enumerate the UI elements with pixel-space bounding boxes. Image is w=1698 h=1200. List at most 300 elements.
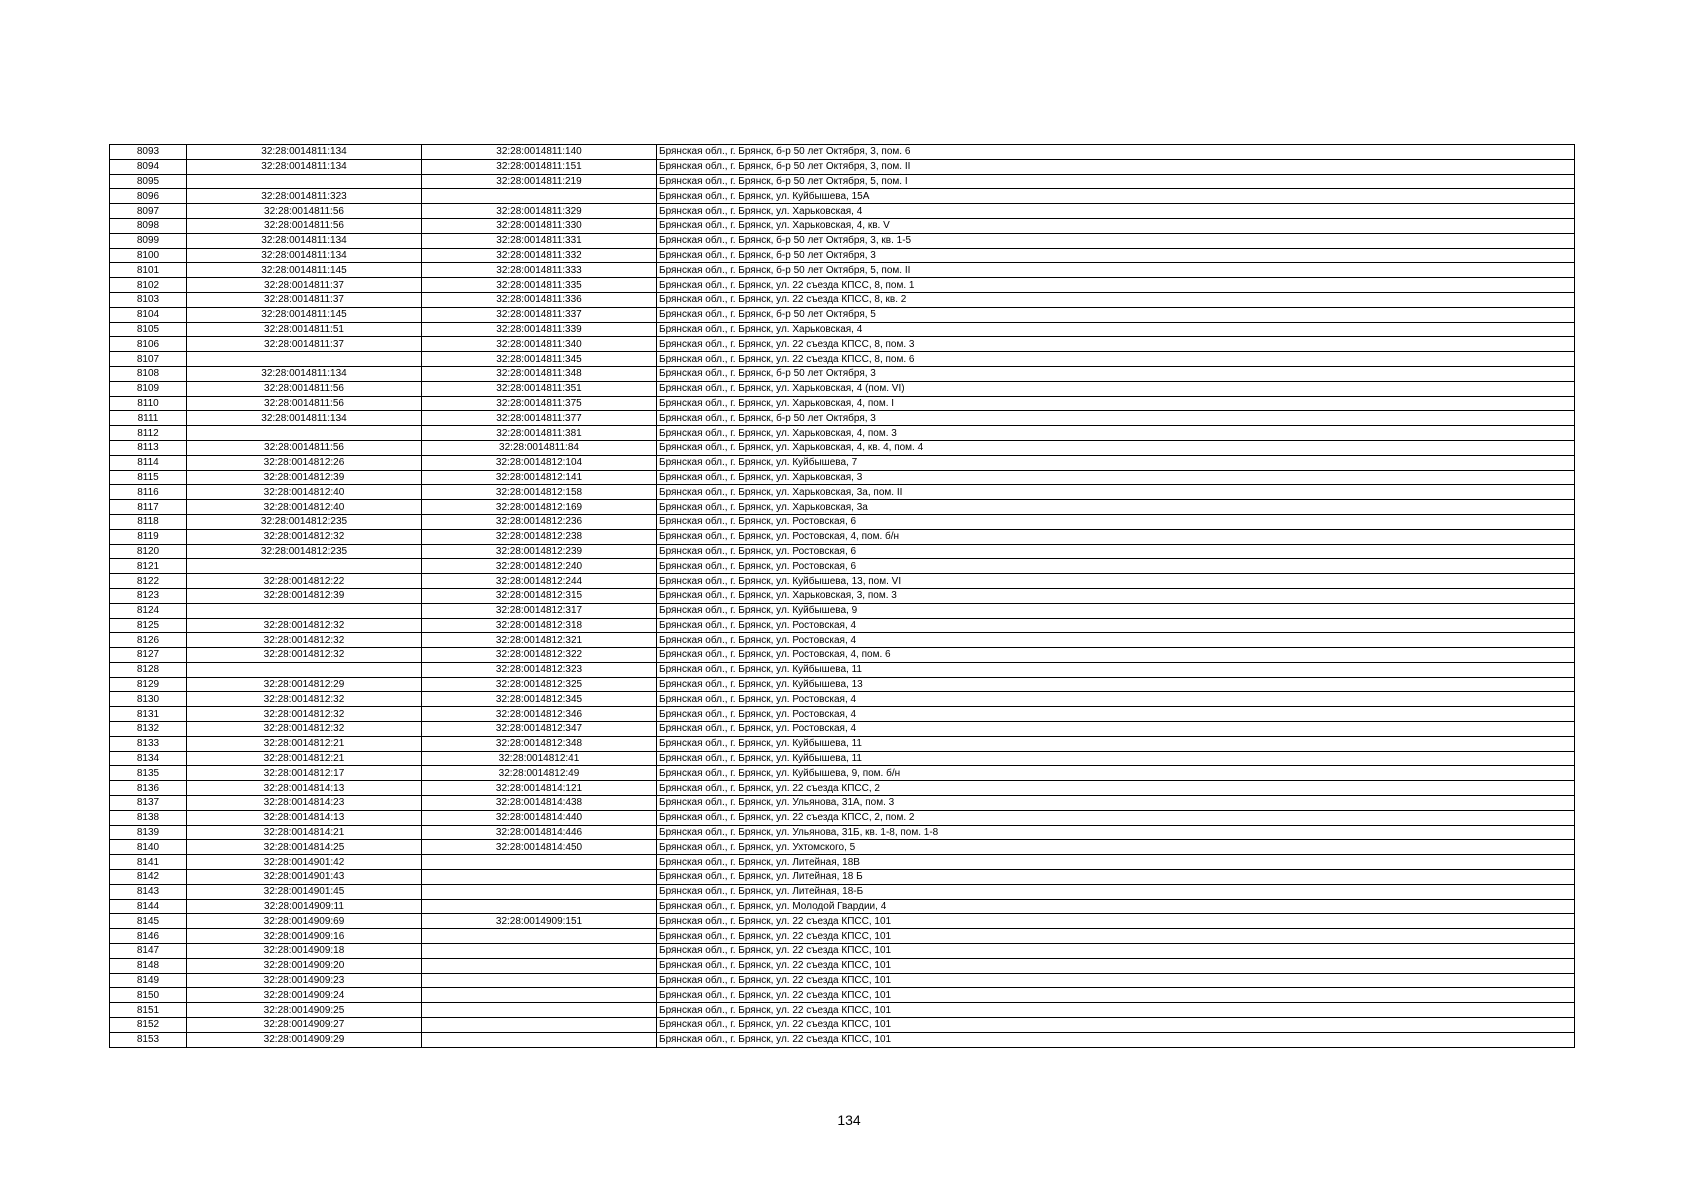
address-cell: Брянская обл., г. Брянск, ул. Харьковская, 3а, пом. II bbox=[657, 485, 1575, 500]
object-cadastral-number-cell: 32:28:0014812:104 bbox=[422, 455, 657, 470]
parcel-cadastral-number-cell: 32:28:0014909:69 bbox=[187, 914, 422, 929]
object-cadastral-number-cell bbox=[422, 1018, 657, 1033]
row-number-cell: 8120 bbox=[110, 544, 187, 559]
row-number-cell: 8152 bbox=[110, 1018, 187, 1033]
row-number-cell: 8112 bbox=[110, 426, 187, 441]
address-cell: Брянская обл., г. Брянск, б-р 50 лет Октября, 3 bbox=[657, 366, 1575, 381]
table-row bbox=[110, 337, 1575, 352]
address-cell: Брянская обл., г. Брянск, ул. 22 съезда КПСС, 101 bbox=[657, 973, 1575, 988]
table-row bbox=[110, 603, 1575, 618]
address-cell: Брянская обл., г. Брянск, ул. Ростовская, 4 bbox=[657, 618, 1575, 633]
row-number-cell: 8093 bbox=[110, 145, 187, 160]
object-cadastral-number-cell: 32:28:0014811:345 bbox=[422, 352, 657, 367]
parcel-cadastral-number-cell: 32:28:0014812:32 bbox=[187, 648, 422, 663]
table-row bbox=[110, 781, 1575, 796]
object-cadastral-number-cell: 32:28:0014812:49 bbox=[422, 766, 657, 781]
parcel-cadastral-number-cell: 32:28:0014812:32 bbox=[187, 618, 422, 633]
address-cell: Брянская обл., г. Брянск, ул. 22 съезда КПСС, 8, пом. 1 bbox=[657, 278, 1575, 293]
object-cadastral-number-cell: 32:28:0014811:381 bbox=[422, 426, 657, 441]
table-row bbox=[110, 470, 1575, 485]
row-number-cell: 8111 bbox=[110, 411, 187, 426]
table-row bbox=[110, 529, 1575, 544]
parcel-cadastral-number-cell: 32:28:0014812:26 bbox=[187, 455, 422, 470]
row-number-cell: 8128 bbox=[110, 662, 187, 677]
row-number-cell: 8145 bbox=[110, 914, 187, 929]
parcel-cadastral-number-cell: 32:28:0014814:23 bbox=[187, 796, 422, 811]
address-cell: Брянская обл., г. Брянск, ул. Куйбышева, 11 bbox=[657, 736, 1575, 751]
object-cadastral-number-cell bbox=[422, 988, 657, 1003]
parcel-cadastral-number-cell: 32:28:0014812:235 bbox=[187, 544, 422, 559]
table-row bbox=[110, 825, 1575, 840]
row-number-cell: 8109 bbox=[110, 381, 187, 396]
row-number-cell: 8144 bbox=[110, 899, 187, 914]
parcel-cadastral-number-cell: 32:28:0014814:13 bbox=[187, 810, 422, 825]
table-row bbox=[110, 145, 1575, 160]
row-number-cell: 8094 bbox=[110, 159, 187, 174]
object-cadastral-number-cell: 32:28:0014812:318 bbox=[422, 618, 657, 633]
parcel-cadastral-number-cell: 32:28:0014811:134 bbox=[187, 366, 422, 381]
row-number-cell: 8106 bbox=[110, 337, 187, 352]
row-number-cell: 8127 bbox=[110, 648, 187, 663]
object-cadastral-number-cell: 32:28:0014814:450 bbox=[422, 840, 657, 855]
object-cadastral-number-cell bbox=[422, 855, 657, 870]
address-cell: Брянская обл., г. Брянск, ул. Куйбышева, 13 bbox=[657, 677, 1575, 692]
table-row bbox=[110, 1003, 1575, 1018]
parcel-cadastral-number-cell: 32:28:0014812:32 bbox=[187, 707, 422, 722]
object-cadastral-number-cell: 32:28:0014811:348 bbox=[422, 366, 657, 381]
address-cell: Брянская обл., г. Брянск, ул. Ростовская, 6 bbox=[657, 544, 1575, 559]
parcel-cadastral-number-cell: 32:28:0014909:23 bbox=[187, 973, 422, 988]
table-row bbox=[110, 500, 1575, 515]
table-row bbox=[110, 840, 1575, 855]
parcel-cadastral-number-cell: 32:28:0014811:145 bbox=[187, 263, 422, 278]
table-row bbox=[110, 973, 1575, 988]
table-row bbox=[110, 692, 1575, 707]
row-number-cell: 8138 bbox=[110, 810, 187, 825]
row-number-cell: 8136 bbox=[110, 781, 187, 796]
row-number-cell: 8153 bbox=[110, 1032, 187, 1047]
table-row bbox=[110, 633, 1575, 648]
parcel-cadastral-number-cell: 32:28:0014909:20 bbox=[187, 958, 422, 973]
object-cadastral-number-cell: 32:28:0014812:240 bbox=[422, 559, 657, 574]
object-cadastral-number-cell: 32:28:0014811:333 bbox=[422, 263, 657, 278]
row-number-cell: 8143 bbox=[110, 884, 187, 899]
object-cadastral-number-cell: 32:28:0014812:348 bbox=[422, 736, 657, 751]
row-number-cell: 8101 bbox=[110, 263, 187, 278]
registry-table-body bbox=[110, 145, 1575, 1048]
object-cadastral-number-cell: 32:28:0014812:244 bbox=[422, 574, 657, 589]
table-row bbox=[110, 263, 1575, 278]
row-number-cell: 8125 bbox=[110, 618, 187, 633]
object-cadastral-number-cell: 32:28:0014814:121 bbox=[422, 781, 657, 796]
parcel-cadastral-number-cell: 32:28:0014812:21 bbox=[187, 736, 422, 751]
object-cadastral-number-cell: 32:28:0014812:321 bbox=[422, 633, 657, 648]
parcel-cadastral-number-cell: 32:28:0014812:29 bbox=[187, 677, 422, 692]
object-cadastral-number-cell: 32:28:0014812:345 bbox=[422, 692, 657, 707]
table-row bbox=[110, 381, 1575, 396]
table-row bbox=[110, 440, 1575, 455]
table-row bbox=[110, 855, 1575, 870]
table-row bbox=[110, 307, 1575, 322]
table-row bbox=[110, 707, 1575, 722]
row-number-cell: 8118 bbox=[110, 514, 187, 529]
object-cadastral-number-cell: 32:28:0014811:336 bbox=[422, 292, 657, 307]
table-row bbox=[110, 411, 1575, 426]
object-cadastral-number-cell: 32:28:0014812:238 bbox=[422, 529, 657, 544]
table-row bbox=[110, 618, 1575, 633]
table-row bbox=[110, 677, 1575, 692]
address-cell: Брянская обл., г. Брянск, ул. Харьковская, 4, пом. 3 bbox=[657, 426, 1575, 441]
table-row bbox=[110, 396, 1575, 411]
table-row bbox=[110, 929, 1575, 944]
row-number-cell: 8149 bbox=[110, 973, 187, 988]
table-row bbox=[110, 322, 1575, 337]
address-cell: Брянская обл., г. Брянск, ул. Литейная, 18 Б bbox=[657, 870, 1575, 885]
address-cell: Брянская обл., г. Брянск, б-р 50 лет Октября, 3, кв. 1-5 bbox=[657, 233, 1575, 248]
address-cell: Брянская обл., г. Брянск, ул. 22 съезда КПСС, 101 bbox=[657, 944, 1575, 959]
address-cell: Брянская обл., г. Брянск, ул. Харьковская, 4 (пом. VI) bbox=[657, 381, 1575, 396]
object-cadastral-number-cell: 32:28:0014811:375 bbox=[422, 396, 657, 411]
table-row bbox=[110, 189, 1575, 204]
row-number-cell: 8122 bbox=[110, 574, 187, 589]
table-row bbox=[110, 914, 1575, 929]
row-number-cell: 8108 bbox=[110, 366, 187, 381]
parcel-cadastral-number-cell: 32:28:0014812:21 bbox=[187, 751, 422, 766]
table-row bbox=[110, 204, 1575, 219]
object-cadastral-number-cell bbox=[422, 870, 657, 885]
row-number-cell: 8107 bbox=[110, 352, 187, 367]
parcel-cadastral-number-cell bbox=[187, 559, 422, 574]
table-row bbox=[110, 588, 1575, 603]
object-cadastral-number-cell: 32:28:0014811:332 bbox=[422, 248, 657, 263]
address-cell: Брянская обл., г. Брянск, ул. Ростовская, 6 bbox=[657, 514, 1575, 529]
parcel-cadastral-number-cell: 32:28:0014812:39 bbox=[187, 588, 422, 603]
parcel-cadastral-number-cell: 32:28:0014812:235 bbox=[187, 514, 422, 529]
parcel-cadastral-number-cell: 32:28:0014909:16 bbox=[187, 929, 422, 944]
parcel-cadastral-number-cell: 32:28:0014811:323 bbox=[187, 189, 422, 204]
object-cadastral-number-cell: 32:28:0014812:325 bbox=[422, 677, 657, 692]
table-row bbox=[110, 514, 1575, 529]
address-cell: Брянская обл., г. Брянск, ул. Харьковская, 4, кв. 4, пом. 4 bbox=[657, 440, 1575, 455]
row-number-cell: 8150 bbox=[110, 988, 187, 1003]
row-number-cell: 8142 bbox=[110, 870, 187, 885]
table-row bbox=[110, 455, 1575, 470]
table-row bbox=[110, 884, 1575, 899]
row-number-cell: 8119 bbox=[110, 529, 187, 544]
object-cadastral-number-cell bbox=[422, 929, 657, 944]
address-cell: Брянская обл., г. Брянск, ул. 22 съезда КПСС, 8, кв. 2 bbox=[657, 292, 1575, 307]
table-row bbox=[110, 233, 1575, 248]
address-cell: Брянская обл., г. Брянск, ул. Харьковская, 4, пом. I bbox=[657, 396, 1575, 411]
table-row bbox=[110, 870, 1575, 885]
table-row bbox=[110, 988, 1575, 1003]
object-cadastral-number-cell: 32:28:0014909:151 bbox=[422, 914, 657, 929]
parcel-cadastral-number-cell: 32:28:0014814:25 bbox=[187, 840, 422, 855]
address-cell: Брянская обл., г. Брянск, ул. Ростовская, 4 bbox=[657, 722, 1575, 737]
parcel-cadastral-number-cell: 32:28:0014909:27 bbox=[187, 1018, 422, 1033]
row-number-cell: 8126 bbox=[110, 633, 187, 648]
parcel-cadastral-number-cell: 32:28:0014909:24 bbox=[187, 988, 422, 1003]
object-cadastral-number-cell: 32:28:0014811:151 bbox=[422, 159, 657, 174]
object-cadastral-number-cell: 32:28:0014812:239 bbox=[422, 544, 657, 559]
address-cell: Брянская обл., г. Брянск, ул. Ульянова, 31А, пом. 3 bbox=[657, 796, 1575, 811]
object-cadastral-number-cell bbox=[422, 958, 657, 973]
object-cadastral-number-cell: 32:28:0014811:335 bbox=[422, 278, 657, 293]
table-row bbox=[110, 426, 1575, 441]
table-row bbox=[110, 722, 1575, 737]
parcel-cadastral-number-cell: 32:28:0014811:51 bbox=[187, 322, 422, 337]
object-cadastral-number-cell: 32:28:0014812:236 bbox=[422, 514, 657, 529]
row-number-cell: 8130 bbox=[110, 692, 187, 707]
object-cadastral-number-cell: 32:28:0014814:440 bbox=[422, 810, 657, 825]
parcel-cadastral-number-cell: 32:28:0014812:32 bbox=[187, 633, 422, 648]
parcel-cadastral-number-cell bbox=[187, 174, 422, 189]
address-cell: Брянская обл., г. Брянск, б-р 50 лет Октября, 3, пом. II bbox=[657, 159, 1575, 174]
table-row bbox=[110, 736, 1575, 751]
address-cell: Брянская обл., г. Брянск, ул. Ростовская, 6 bbox=[657, 559, 1575, 574]
parcel-cadastral-number-cell: 32:28:0014812:39 bbox=[187, 470, 422, 485]
address-cell: Брянская обл., г. Брянск, ул. 22 съезда КПСС, 8, пом. 3 bbox=[657, 337, 1575, 352]
object-cadastral-number-cell bbox=[422, 884, 657, 899]
object-cadastral-number-cell: 32:28:0014812:141 bbox=[422, 470, 657, 485]
table-row bbox=[110, 899, 1575, 914]
parcel-cadastral-number-cell: 32:28:0014812:40 bbox=[187, 500, 422, 515]
address-cell: Брянская обл., г. Брянск, ул. 22 съезда КПСС, 101 bbox=[657, 958, 1575, 973]
parcel-cadastral-number-cell: 32:28:0014901:42 bbox=[187, 855, 422, 870]
address-cell: Брянская обл., г. Брянск, ул. Харьковская, 3а bbox=[657, 500, 1575, 515]
address-cell: Брянская обл., г. Брянск, ул. Харьковская, 3, пом. 3 bbox=[657, 588, 1575, 603]
address-cell: Брянская обл., г. Брянск, ул. Ростовская, 4, пом. 6 bbox=[657, 648, 1575, 663]
row-number-cell: 8134 bbox=[110, 751, 187, 766]
address-cell: Брянская обл., г. Брянск, ул. Ульянова, 31Б, кв. 1-8, пом. 1-8 bbox=[657, 825, 1575, 840]
parcel-cadastral-number-cell: 32:28:0014812:32 bbox=[187, 529, 422, 544]
row-number-cell: 8131 bbox=[110, 707, 187, 722]
table-row bbox=[110, 751, 1575, 766]
address-cell: Брянская обл., г. Брянск, ул. Молодой Гвардии, 4 bbox=[657, 899, 1575, 914]
parcel-cadastral-number-cell: 32:28:0014811:56 bbox=[187, 396, 422, 411]
parcel-cadastral-number-cell: 32:28:0014909:11 bbox=[187, 899, 422, 914]
table-row bbox=[110, 1032, 1575, 1047]
object-cadastral-number-cell: 32:28:0014812:323 bbox=[422, 662, 657, 677]
row-number-cell: 8129 bbox=[110, 677, 187, 692]
address-cell: Брянская обл., г. Брянск, ул. 22 съезда КПСС, 101 bbox=[657, 1018, 1575, 1033]
row-number-cell: 8124 bbox=[110, 603, 187, 618]
address-cell: Брянская обл., г. Брянск, ул. 22 съезда КПСС, 8, пом. 6 bbox=[657, 352, 1575, 367]
address-cell: Брянская обл., г. Брянск, ул. Ростовская, 4 bbox=[657, 633, 1575, 648]
address-cell: Брянская обл., г. Брянск, ул. 22 съезда КПСС, 101 bbox=[657, 914, 1575, 929]
address-cell: Брянская обл., г. Брянск, ул. Ухтомского, 5 bbox=[657, 840, 1575, 855]
object-cadastral-number-cell: 32:28:0014811:140 bbox=[422, 145, 657, 160]
row-number-cell: 8104 bbox=[110, 307, 187, 322]
parcel-cadastral-number-cell: 32:28:0014812:22 bbox=[187, 574, 422, 589]
parcel-cadastral-number-cell: 32:28:0014811:56 bbox=[187, 218, 422, 233]
table-row bbox=[110, 662, 1575, 677]
parcel-cadastral-number-cell: 32:28:0014811:134 bbox=[187, 233, 422, 248]
row-number-cell: 8147 bbox=[110, 944, 187, 959]
object-cadastral-number-cell: 32:28:0014811:337 bbox=[422, 307, 657, 322]
address-cell: Брянская обл., г. Брянск, ул. Литейная, 18-Б bbox=[657, 884, 1575, 899]
table-row bbox=[110, 366, 1575, 381]
table-row bbox=[110, 958, 1575, 973]
parcel-cadastral-number-cell: 32:28:0014814:13 bbox=[187, 781, 422, 796]
row-number-cell: 8146 bbox=[110, 929, 187, 944]
address-cell: Брянская обл., г. Брянск, ул. Куйбышева, 9 bbox=[657, 603, 1575, 618]
address-cell: Брянская обл., г. Брянск, ул. 22 съезда КПСС, 2 bbox=[657, 781, 1575, 796]
row-number-cell: 8117 bbox=[110, 500, 187, 515]
parcel-cadastral-number-cell: 32:28:0014909:29 bbox=[187, 1032, 422, 1047]
row-number-cell: 8151 bbox=[110, 1003, 187, 1018]
table-row bbox=[110, 574, 1575, 589]
row-number-cell: 8100 bbox=[110, 248, 187, 263]
table-row bbox=[110, 810, 1575, 825]
address-cell: Брянская обл., г. Брянск, б-р 50 лет Октября, 3, пом. 6 bbox=[657, 145, 1575, 160]
row-number-cell: 8121 bbox=[110, 559, 187, 574]
parcel-cadastral-number-cell bbox=[187, 426, 422, 441]
object-cadastral-number-cell: 32:28:0014812:347 bbox=[422, 722, 657, 737]
address-cell: Брянская обл., г. Брянск, ул. Харьковская, 4 bbox=[657, 204, 1575, 219]
table-row bbox=[110, 174, 1575, 189]
address-cell: Брянская обл., г. Брянск, ул. Харьковская, 4 bbox=[657, 322, 1575, 337]
address-cell: Брянская обл., г. Брянск, ул. Куйбышева, 11 bbox=[657, 662, 1575, 677]
parcel-cadastral-number-cell: 32:28:0014811:134 bbox=[187, 159, 422, 174]
row-number-cell: 8135 bbox=[110, 766, 187, 781]
address-cell: Брянская обл., г. Брянск, ул. Куйбышева, 9, пом. б/н bbox=[657, 766, 1575, 781]
parcel-cadastral-number-cell: 32:28:0014814:21 bbox=[187, 825, 422, 840]
object-cadastral-number-cell: 32:28:0014812:317 bbox=[422, 603, 657, 618]
object-cadastral-number-cell: 32:28:0014811:84 bbox=[422, 440, 657, 455]
address-cell: Брянская обл., г. Брянск, б-р 50 лет Октября, 3 bbox=[657, 411, 1575, 426]
parcel-cadastral-number-cell: 32:28:0014811:56 bbox=[187, 381, 422, 396]
row-number-cell: 8105 bbox=[110, 322, 187, 337]
address-cell: Брянская обл., г. Брянск, ул. Ростовская, 4 bbox=[657, 692, 1575, 707]
object-cadastral-number-cell: 32:28:0014811:331 bbox=[422, 233, 657, 248]
object-cadastral-number-cell: 32:28:0014811:339 bbox=[422, 322, 657, 337]
registry-table bbox=[109, 144, 1575, 1048]
row-number-cell: 8103 bbox=[110, 292, 187, 307]
object-cadastral-number-cell bbox=[422, 944, 657, 959]
row-number-cell: 8114 bbox=[110, 455, 187, 470]
row-number-cell: 8095 bbox=[110, 174, 187, 189]
parcel-cadastral-number-cell: 32:28:0014811:134 bbox=[187, 248, 422, 263]
row-number-cell: 8139 bbox=[110, 825, 187, 840]
object-cadastral-number-cell: 32:28:0014811:329 bbox=[422, 204, 657, 219]
row-number-cell: 8110 bbox=[110, 396, 187, 411]
table-row bbox=[110, 944, 1575, 959]
row-number-cell: 8099 bbox=[110, 233, 187, 248]
row-number-cell: 8133 bbox=[110, 736, 187, 751]
address-cell: Брянская обл., г. Брянск, ул. 22 съезда КПСС, 101 bbox=[657, 1032, 1575, 1047]
row-number-cell: 8098 bbox=[110, 218, 187, 233]
object-cadastral-number-cell: 32:28:0014814:446 bbox=[422, 825, 657, 840]
table-row bbox=[110, 766, 1575, 781]
parcel-cadastral-number-cell: 32:28:0014811:145 bbox=[187, 307, 422, 322]
address-cell: Брянская обл., г. Брянск, ул. 22 съезда КПСС, 101 bbox=[657, 1003, 1575, 1018]
table-row bbox=[110, 352, 1575, 367]
address-cell: Брянская обл., г. Брянск, ул. Харьковская, 4, кв. V bbox=[657, 218, 1575, 233]
object-cadastral-number-cell: 32:28:0014811:340 bbox=[422, 337, 657, 352]
address-cell: Брянская обл., г. Брянск, ул. Ростовская, 4, пом. б/н bbox=[657, 529, 1575, 544]
table-row bbox=[110, 218, 1575, 233]
address-cell: Брянская обл., г. Брянск, б-р 50 лет Октября, 3 bbox=[657, 248, 1575, 263]
parcel-cadastral-number-cell: 32:28:0014811:134 bbox=[187, 145, 422, 160]
table-row bbox=[110, 159, 1575, 174]
parcel-cadastral-number-cell: 32:28:0014811:134 bbox=[187, 411, 422, 426]
address-cell: Брянская обл., г. Брянск, ул. Куйбышева, 15А bbox=[657, 189, 1575, 204]
row-number-cell: 8132 bbox=[110, 722, 187, 737]
object-cadastral-number-cell: 32:28:0014812:41 bbox=[422, 751, 657, 766]
object-cadastral-number-cell bbox=[422, 1003, 657, 1018]
parcel-cadastral-number-cell: 32:28:0014909:18 bbox=[187, 944, 422, 959]
row-number-cell: 8148 bbox=[110, 958, 187, 973]
object-cadastral-number-cell: 32:28:0014811:330 bbox=[422, 218, 657, 233]
table-row bbox=[110, 248, 1575, 263]
object-cadastral-number-cell: 32:28:0014812:322 bbox=[422, 648, 657, 663]
row-number-cell: 8137 bbox=[110, 796, 187, 811]
row-number-cell: 8113 bbox=[110, 440, 187, 455]
parcel-cadastral-number-cell: 32:28:0014811:37 bbox=[187, 278, 422, 293]
object-cadastral-number-cell: 32:28:0014812:158 bbox=[422, 485, 657, 500]
object-cadastral-number-cell: 32:28:0014811:377 bbox=[422, 411, 657, 426]
object-cadastral-number-cell bbox=[422, 189, 657, 204]
address-cell: Брянская обл., г. Брянск, б-р 50 лет Октября, 5, пом. II bbox=[657, 263, 1575, 278]
object-cadastral-number-cell: 32:28:0014812:169 bbox=[422, 500, 657, 515]
row-number-cell: 8097 bbox=[110, 204, 187, 219]
parcel-cadastral-number-cell: 32:28:0014811:37 bbox=[187, 292, 422, 307]
row-number-cell: 8115 bbox=[110, 470, 187, 485]
parcel-cadastral-number-cell: 32:28:0014812:32 bbox=[187, 692, 422, 707]
object-cadastral-number-cell bbox=[422, 973, 657, 988]
row-number-cell: 8140 bbox=[110, 840, 187, 855]
object-cadastral-number-cell bbox=[422, 1032, 657, 1047]
object-cadastral-number-cell: 32:28:0014814:438 bbox=[422, 796, 657, 811]
object-cadastral-number-cell: 32:28:0014812:346 bbox=[422, 707, 657, 722]
address-cell: Брянская обл., г. Брянск, ул. 22 съезда КПСС, 101 bbox=[657, 929, 1575, 944]
table-row bbox=[110, 485, 1575, 500]
address-cell: Брянская обл., г. Брянск, ул. 22 съезда КПСС, 101 bbox=[657, 988, 1575, 1003]
object-cadastral-number-cell: 32:28:0014811:351 bbox=[422, 381, 657, 396]
address-cell: Брянская обл., г. Брянск, б-р 50 лет Октября, 5 bbox=[657, 307, 1575, 322]
page-number: 134 bbox=[837, 1112, 861, 1128]
address-cell: Брянская обл., г. Брянск, ул. 22 съезда КПСС, 2, пом. 2 bbox=[657, 810, 1575, 825]
parcel-cadastral-number-cell: 32:28:0014811:56 bbox=[187, 204, 422, 219]
parcel-cadastral-number-cell bbox=[187, 662, 422, 677]
table-row bbox=[110, 559, 1575, 574]
parcel-cadastral-number-cell bbox=[187, 352, 422, 367]
table-row bbox=[110, 648, 1575, 663]
address-cell: Брянская обл., г. Брянск, ул. Куйбышева, 7 bbox=[657, 455, 1575, 470]
address-cell: Брянская обл., г. Брянск, ул. Куйбышева, 13, пом. VI bbox=[657, 574, 1575, 589]
row-number-cell: 8096 bbox=[110, 189, 187, 204]
row-number-cell: 8102 bbox=[110, 278, 187, 293]
object-cadastral-number-cell bbox=[422, 899, 657, 914]
address-cell: Брянская обл., г. Брянск, ул. Харьковская, 3 bbox=[657, 470, 1575, 485]
row-number-cell: 8123 bbox=[110, 588, 187, 603]
parcel-cadastral-number-cell: 32:28:0014811:37 bbox=[187, 337, 422, 352]
table-row bbox=[110, 1018, 1575, 1033]
parcel-cadastral-number-cell: 32:28:0014812:17 bbox=[187, 766, 422, 781]
row-number-cell: 8116 bbox=[110, 485, 187, 500]
parcel-cadastral-number-cell: 32:28:0014812:32 bbox=[187, 722, 422, 737]
address-cell: Брянская обл., г. Брянск, ул. Ростовская, 4 bbox=[657, 707, 1575, 722]
parcel-cadastral-number-cell: 32:28:0014909:25 bbox=[187, 1003, 422, 1018]
table-row bbox=[110, 278, 1575, 293]
address-cell: Брянская обл., г. Брянск, ул. Литейная, 18В bbox=[657, 855, 1575, 870]
row-number-cell: 8141 bbox=[110, 855, 187, 870]
address-cell: Брянская обл., г. Брянск, б-р 50 лет Октября, 5, пом. I bbox=[657, 174, 1575, 189]
parcel-cadastral-number-cell: 32:28:0014812:40 bbox=[187, 485, 422, 500]
table-row bbox=[110, 292, 1575, 307]
parcel-cadastral-number-cell: 32:28:0014901:43 bbox=[187, 870, 422, 885]
